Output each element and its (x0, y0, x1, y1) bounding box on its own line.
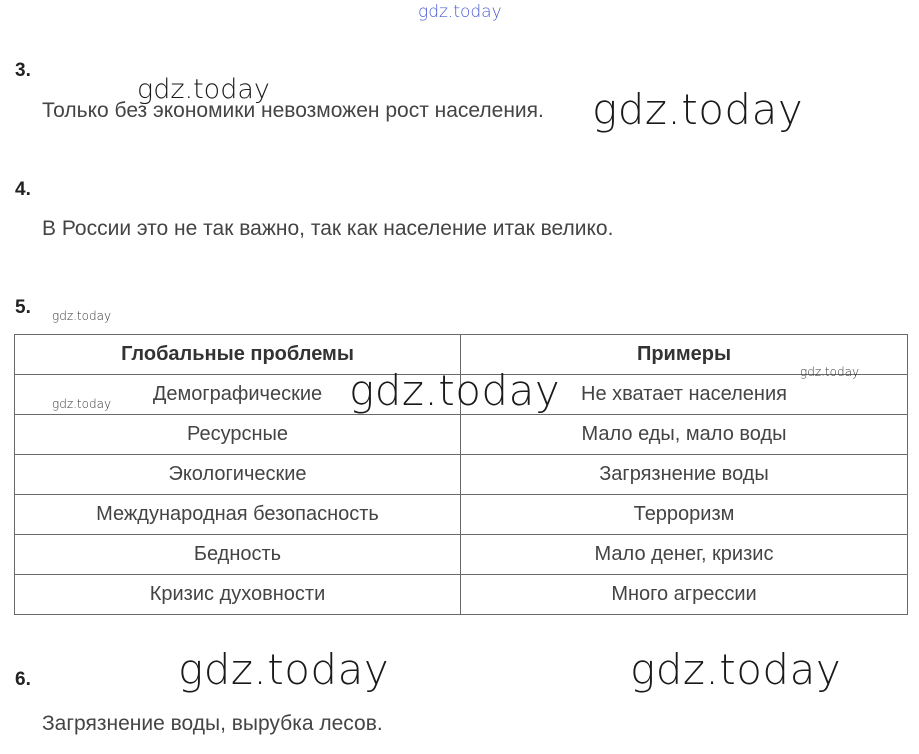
watermark: gdz.today (592, 85, 804, 134)
watermark: gdz.today (52, 309, 112, 323)
watermark: gdz.today (630, 645, 842, 694)
watermark: gdz.today (349, 366, 561, 415)
header-problems: Глобальные проблемы (15, 335, 461, 375)
item-number-5: 5. (15, 297, 31, 318)
table-row (15, 575, 908, 615)
cell-problem: Бедность (15, 535, 461, 575)
cell-example: Не хватает населения (461, 375, 908, 415)
answer-4: В России это не так важно, так как население итак велико. (42, 217, 614, 240)
cell-problem: Демографические (15, 375, 461, 415)
cell-problem: Ресурсные (15, 415, 461, 455)
item-number-6: 6. (15, 669, 31, 690)
cell-example: Загрязнение воды (461, 455, 908, 495)
item-number-3: 3. (15, 60, 31, 81)
watermark: gdz.today (800, 365, 860, 379)
cell-example: Мало денег, кризис (461, 535, 908, 575)
table-row (15, 495, 908, 535)
answer-6: Загрязнение воды, вырубка лесов. (42, 712, 383, 735)
watermark: gdz.today (137, 74, 270, 105)
cell-example: Терроризм (461, 495, 908, 535)
cell-example: Много агрессии (461, 575, 908, 615)
watermark: gdz.today (52, 397, 112, 411)
cell-example: Мало еды, мало воды (461, 415, 908, 455)
cell-problem: Кризис духовности (15, 575, 461, 615)
table-row (15, 535, 908, 575)
item-number-4: 4. (15, 179, 31, 200)
cell-problem: Международная безопасность (15, 495, 461, 535)
table-row (15, 415, 908, 455)
watermark-top: gdz.today (418, 2, 502, 22)
watermark: gdz.today (178, 645, 390, 694)
cell-problem: Экологические (15, 455, 461, 495)
table-row (15, 455, 908, 495)
answer-3: Только без экономики невозможен рост населения. (42, 99, 544, 122)
header-examples: Примеры (461, 335, 908, 375)
